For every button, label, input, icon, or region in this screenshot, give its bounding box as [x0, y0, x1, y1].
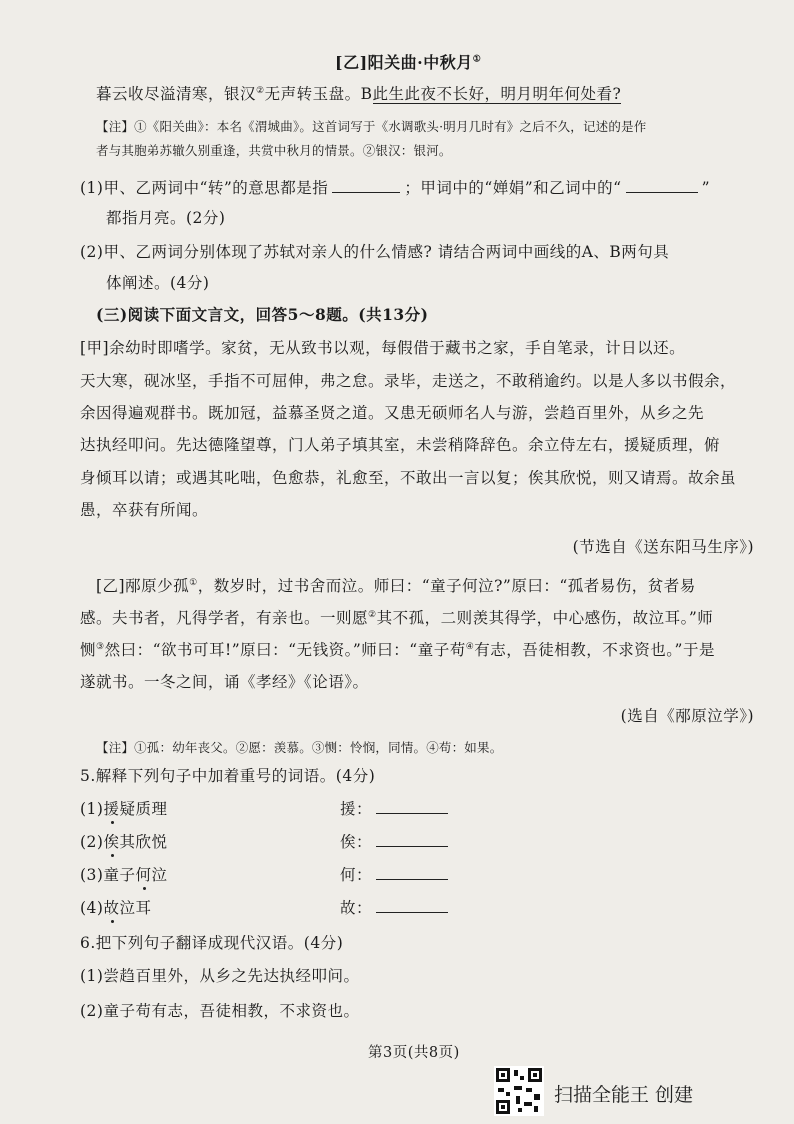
- question-5-item: [80, 830, 168, 852]
- note-mark: ①: [189, 577, 198, 588]
- question-6-heading: 6.把下列句子翻译成现代汉语。(4分): [80, 934, 344, 952]
- emphasized-word: 俟: [103, 833, 120, 851]
- poem-note-2: 者与其胞弟苏辙久别重逢，共赏中秋月的情景。②银汉：银河。: [96, 143, 452, 158]
- emphasized-word: 援: [103, 800, 120, 818]
- answer-blank[interactable]: [332, 178, 400, 193]
- note-mark: ③: [96, 641, 105, 652]
- text-jia-line: 愚，卒获有所闻。: [80, 501, 209, 519]
- item-text: 泣耳: [119, 899, 152, 917]
- text-yi-segment: 其不孤，二则羡其得学，中心感伤，故泣耳。”师: [376, 609, 714, 627]
- item-text: 疑质理: [119, 800, 168, 818]
- question-poem-1-text-a: (1)甲、乙两词中“转”的意思都是指: [80, 179, 329, 197]
- note-mark: ④: [465, 641, 475, 652]
- answer-blank[interactable]: [376, 799, 448, 814]
- text-yi-segment: 感。夫书者，凡得学者，有亲也。一则愿: [80, 609, 369, 627]
- question-5-item: [80, 896, 152, 918]
- text-yi-segment: ，数岁时，过书舍而泣。师曰：“童子何泣?”原曰：“孤者易伤，贫者易: [197, 577, 696, 595]
- text-yi-source: (选自《邴原泣学》): [620, 707, 754, 725]
- text-yi-line: [80, 638, 715, 660]
- question-poem-1-text-c: ”: [701, 179, 711, 197]
- answer-blank[interactable]: [376, 832, 448, 847]
- question-poem-2: (2)甲、乙两词分别体现了苏轼对亲人的什么情感? 请结合两词中画线的A、B两句具: [80, 243, 670, 261]
- answer-label: 何：: [340, 866, 373, 884]
- poem-underlined-line-b: 此生此夜不长好，明月明年何处看?: [372, 85, 622, 103]
- text-jia-line: 达执经叩问。先达德隆望尊，门人弟子填其室，未尝稍降辞色。余立侍左右，援疑质理，俯: [80, 436, 721, 454]
- answer-label: 援：: [340, 800, 373, 818]
- poem-title-text: [乙]阳关曲·中秋月: [335, 53, 473, 72]
- text-yi-line: 遂就书。一冬之间，诵《孝经》《论语》。: [80, 673, 369, 691]
- page-number: 第3页(共8页): [368, 1045, 460, 1061]
- poem-title-note-mark: ①: [472, 54, 482, 65]
- question-poem-1-cont: 都指月亮。(2分): [106, 209, 226, 227]
- answer-label: 俟：: [340, 833, 373, 851]
- question-6-sentence-2: (2)童子苟有志，吾徒相教，不求资也。: [80, 1002, 360, 1020]
- item-text: 其欣悦: [119, 833, 168, 851]
- text-jia-source: (节选自《送东阳马生序》): [572, 538, 754, 556]
- text-yi-segment: 有志，吾徒相教，不求资也。”于是: [474, 641, 715, 659]
- text-jia-line: 天大寒，砚冰坚，手指不可屈伸，弗之怠。录毕，走送之，不敢稍逾约。以是人多以书假余，: [80, 372, 737, 390]
- text-jia-line: 身倾耳以请；或遇其叱咄，色愈恭，礼愈至，不敢出一言以复；俟其欣悦，则又请焉。故余虽: [80, 469, 737, 487]
- section-3-heading: (三)阅读下面文言文，回答5～8题。(共13分): [96, 305, 429, 324]
- question-5-answer: [340, 896, 448, 918]
- poem-line-a: 暮云收尽溢清寒，银汉: [96, 85, 257, 103]
- emphasized-word: 何: [135, 866, 152, 884]
- question-poem-2-cont: 体阐述。(4分): [106, 274, 210, 292]
- scanner-watermark: 扫描全能王 创建: [554, 1084, 694, 1106]
- question-6-sentence-1: (1)尝趋百里外，从乡之先达执经叩问。: [80, 967, 360, 985]
- question-poem-1: [80, 176, 710, 198]
- answer-blank[interactable]: [626, 178, 698, 193]
- item-prefix: (4): [80, 899, 104, 917]
- text-yi-segment: 然曰：“欲书可耳!”原曰：“无钱资。”师曰：“童子苟: [104, 641, 466, 659]
- poem-note-1: 【注】①《阳关曲》：本名《渭城曲》。这首词写于《水调歌头·明月几时有》之后不久，记述的是作: [96, 119, 647, 134]
- question-5-answer: [340, 830, 448, 852]
- question-5-answer: [340, 797, 448, 819]
- answer-blank[interactable]: [376, 865, 448, 880]
- text-yi-line: [96, 574, 696, 596]
- answer-label: 故：: [340, 899, 373, 917]
- poem-title: [335, 50, 481, 73]
- question-5-item: [80, 863, 168, 885]
- text-yi-segment: 恻: [80, 641, 97, 659]
- text-yi-segment: [乙]邴原少孤: [96, 577, 190, 595]
- item-prefix: (3)童子: [80, 866, 136, 884]
- item-prefix: (2): [80, 833, 104, 851]
- text-yi-line: [80, 606, 713, 628]
- item-prefix: (1): [80, 800, 104, 818]
- text-jia-line: [甲]余幼时即嗜学。家贫，无从致书以观，每假借于藏书之家，手自笔录，计日以还。: [80, 339, 686, 357]
- emphasized-word: 故: [103, 899, 120, 917]
- text-jia-line: 余因得遍观群书。既加冠，益慕圣贤之道。又患无硕师名人与游，尝趋百里外，从乡之先: [80, 404, 705, 422]
- question-5-heading: 5.解释下列句子中加着重号的词语。(4分): [80, 767, 376, 785]
- answer-blank[interactable]: [376, 898, 448, 913]
- qr-code-icon: [494, 1066, 544, 1116]
- question-5-answer: [340, 863, 448, 885]
- question-poem-1-text-b: ；甲词中的“婵娟”和乙词中的“: [404, 179, 622, 197]
- poem-line-b: 无声转玉盘。B: [264, 85, 373, 103]
- poem-note-mark: ②: [256, 85, 265, 96]
- text-yi-note: 【注】①孤：幼年丧父。②愿：羡慕。③恻：怜悯，同情。④苟：如果。: [96, 740, 503, 755]
- poem-body: [96, 82, 621, 104]
- note-mark: ②: [368, 609, 377, 620]
- question-5-item: [80, 797, 168, 819]
- item-text: 泣: [151, 866, 168, 884]
